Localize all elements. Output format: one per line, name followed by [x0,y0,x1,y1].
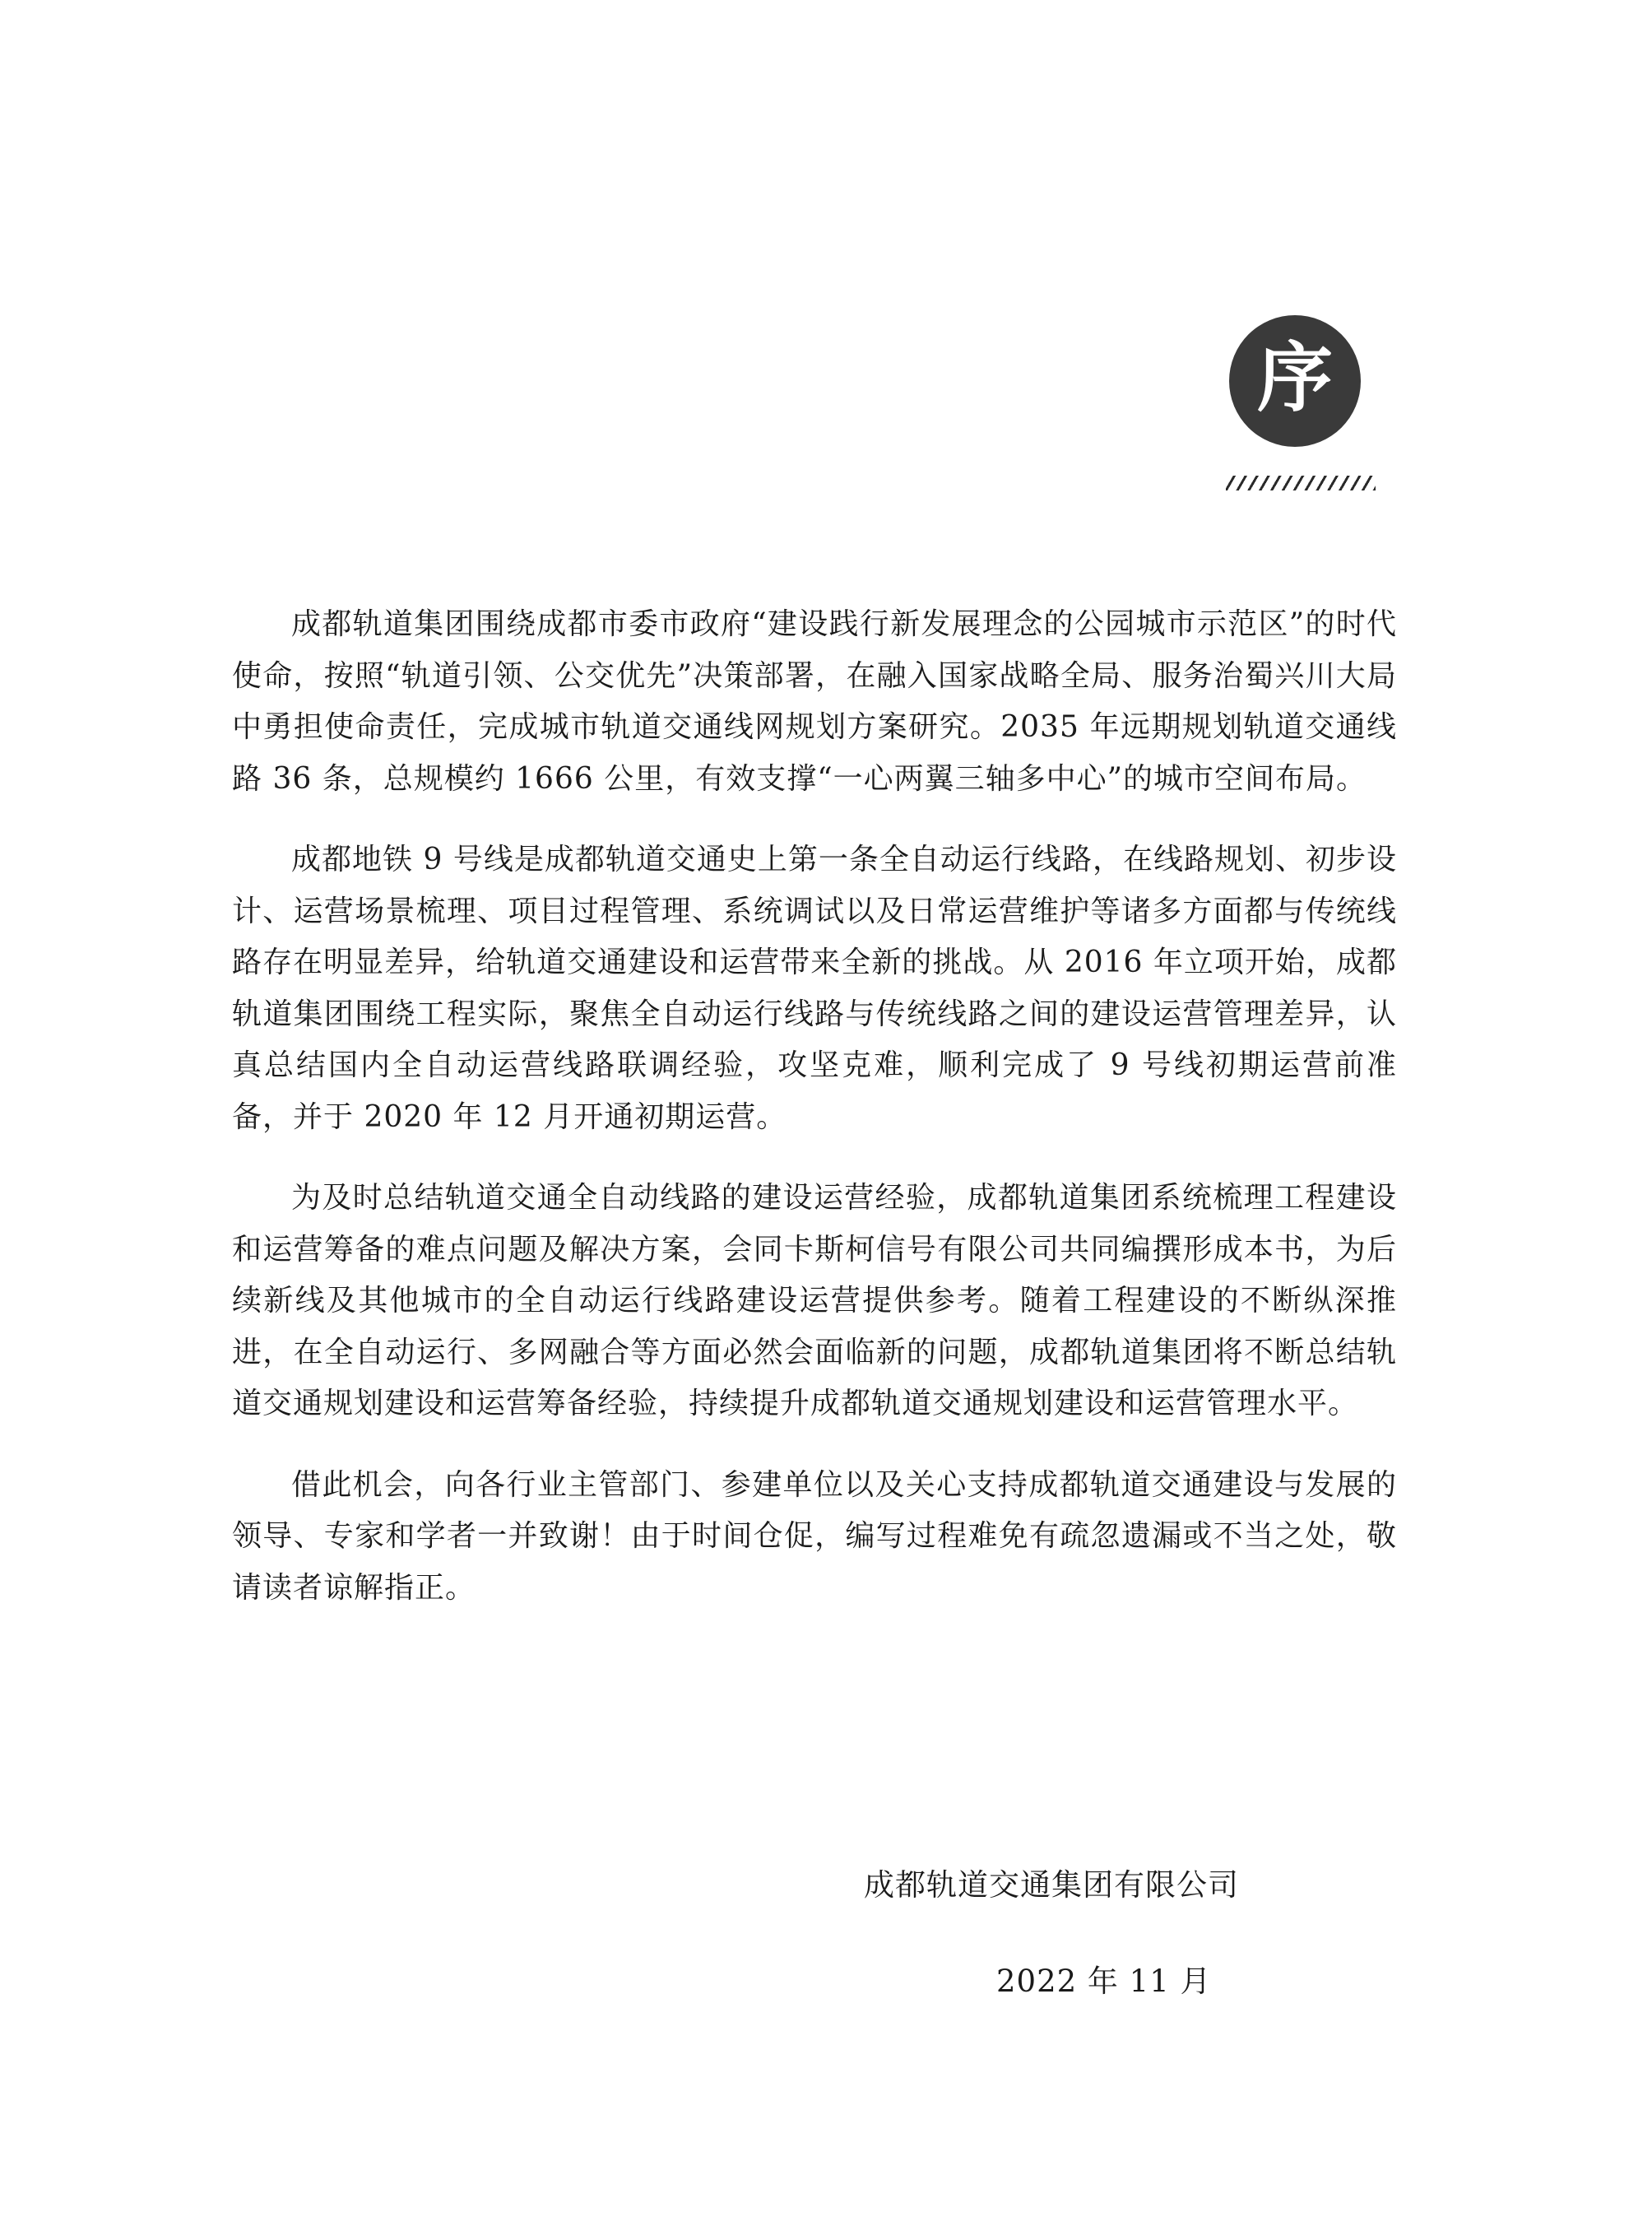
hatch-divider [1226,476,1376,490]
paragraph: 为及时总结轨道交通全自动线路的建设运营经验，成都轨道集团系统梳理工程建设和运营筹备的难点问题及解决方案，会同卡斯柯信号有限公司共同编撰形成本书，为后续新线及其他城市的全自动运行线路建设运营提供参考。随着工程建设的不断纵深推进，在全自动运行、多网融合等方面必然会面临新的问题，成都轨道集团将不断总结轨道交通规划建设和运营筹备经验，持续提升成都轨道交通规划建设和运营管理水平。 [232,1181,1397,1420]
signature-org: 成都轨道交通集团有限公司 [864,1867,1239,1903]
preface-body [232,599,1397,1643]
preface-seal-icon [1229,315,1361,447]
paragraph: 借此机会，向各行业主管部门、参建单位以及关心支持成都轨道交通建设与发展的领导、专家和学者一并致谢！由于时间仓促，编写过程难免有疏忽遗漏或不当之处，敬请读者谅解指正。 [232,1467,1397,1605]
signature-date: 2022 年 11 月 [996,1964,1212,1999]
paragraph: 成都轨道集团围绕成都市委市政府“建设践行新发展理念的公园城市示范区”的时代使命，按照“轨道引领、公交优先”决策部署，在融入国家战略全局、服务治蜀兴川大局中勇担使命责任，完成城市轨道交通线网规划方案研究。2035 年远期规划轨道交通线路 36 条，总规模约 1666 公里，有效支撑“一心两翼三轴多中心”的城市空间布局。 [232,607,1397,796]
paragraph: 成都地铁 9 号线是成都轨道交通史上第一条全自动运行线路，在线路规划、初步设计、运营场景梳理、项目过程管理、系统调试以及日常运营维护等诸多方面都与传统线路存在明显差异，给轨道交通建设和运营带来全新的挑战。从 2016 年立项开始，成都轨道集团围绕工程实际，聚焦全自动运行线路与传统线路之间的建设运营管理差异，认真总结国内全自动运营线路联调经验，攻坚克难，顺利完成了 9 号线初期运营前准备，并于 2020 年 12 月开通初期运营。 [232,843,1397,1134]
preface-heading: 序 [1256,334,1333,422]
